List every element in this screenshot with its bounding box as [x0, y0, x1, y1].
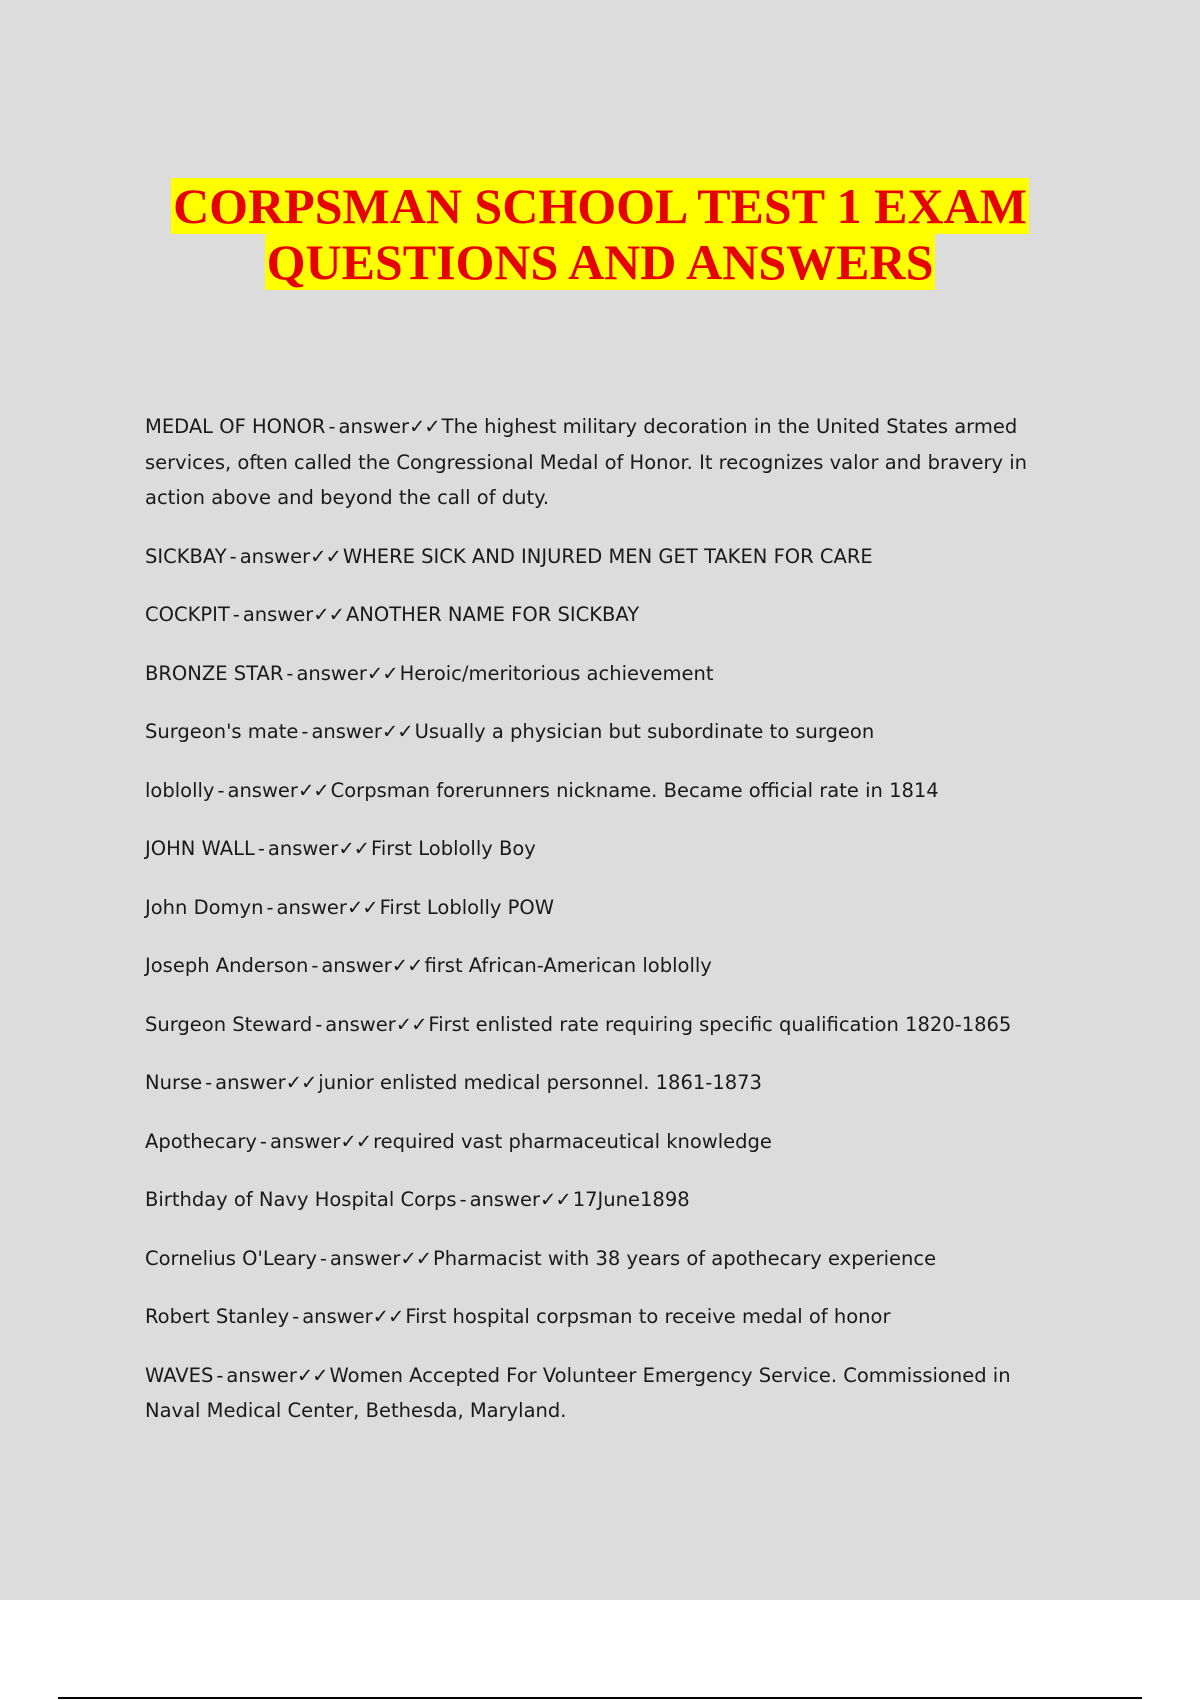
check-marks-icon: ✓✓: [297, 778, 329, 802]
title-line-1: CORPSMAN SCHOOL TEST 1 EXAM: [173, 178, 1027, 234]
check-marks-icon: ✓✓: [346, 895, 378, 919]
qa-term: MEDAL OF HONOR: [145, 415, 326, 438]
qa-separator: -: [459, 1188, 467, 1211]
answer-label: answer: [329, 1246, 401, 1270]
check-marks-icon: ✓✓: [408, 415, 440, 438]
qa-separator: -: [311, 954, 319, 977]
qa-answer: Women Accepted For Volunteer Emergency Service. Commissioned in Naval Medical Center, Bethesda, Maryland.: [145, 1363, 1011, 1422]
check-marks-icon: ✓✓: [395, 1012, 427, 1036]
qa-separator: -: [229, 544, 237, 568]
answer-label: answer: [296, 661, 367, 685]
answer-label: answer: [302, 1305, 373, 1328]
qa-answer: First enlisted rate requiring specific qualification 1820-1865: [428, 1012, 1012, 1036]
check-marks-icon: ✓✓: [400, 1246, 432, 1270]
qa-separator: -: [257, 837, 265, 860]
answer-label: answer: [321, 954, 392, 977]
check-marks-icon: ✓✓: [285, 1071, 317, 1094]
qa-answer: First hospital corpsman to receive medal of honor: [405, 1305, 891, 1328]
qa-term: Surgeon Steward: [145, 1012, 313, 1036]
qa-separator: -: [301, 720, 309, 743]
answer-label: answer: [239, 544, 311, 568]
qa-answer: required vast pharmaceutical knowledge: [373, 1129, 772, 1153]
check-marks-icon: ✓✓: [391, 954, 423, 977]
qa-separator: -: [232, 603, 240, 626]
answer-label: answer: [269, 1129, 341, 1153]
qa-answer: Corpsman forerunners nickname. Became official rate in 1814: [330, 778, 939, 802]
qa-term: COCKPIT: [145, 603, 230, 626]
qa-term: Joseph Anderson: [145, 954, 309, 977]
qa-separator: -: [216, 1363, 224, 1387]
qa-entry: [145, 1299, 1045, 1335]
answer-label: answer: [242, 603, 314, 626]
qa-entry: [145, 539, 1045, 575]
qa-entry: [145, 1007, 1045, 1043]
qa-answer: 17June1898: [572, 1188, 690, 1211]
qa-separator: -: [217, 778, 225, 802]
answer-label: answer: [311, 720, 382, 743]
qa-term: Nurse: [145, 1071, 203, 1094]
qa-term: Birthday of Navy Hospital Corps: [145, 1188, 457, 1211]
qa-term: Cornelius O'Leary: [145, 1246, 317, 1270]
qa-entry: [145, 1241, 1045, 1277]
answer-label: answer: [338, 415, 409, 438]
check-marks-icon: ✓✓: [381, 720, 413, 743]
qa-entry: [145, 773, 1045, 809]
check-marks-icon: ✓✓: [372, 1305, 404, 1328]
footer-divider: [58, 1697, 1142, 1699]
answer-label: answer: [227, 778, 298, 802]
qa-term: Apothecary: [145, 1129, 257, 1153]
check-marks-icon: ✓✓: [338, 837, 370, 860]
qa-answer: First Loblolly Boy: [371, 837, 536, 860]
qa-separator: -: [319, 1246, 327, 1270]
qa-entry: [145, 1182, 1045, 1218]
qa-term: John Domyn: [145, 895, 264, 919]
check-marks-icon: ✓✓: [366, 661, 398, 685]
answer-label: answer: [215, 1071, 286, 1094]
qa-answer: ANOTHER NAME FOR SICKBAY: [345, 603, 640, 626]
qa-separator: -: [259, 1129, 267, 1153]
check-marks-icon: ✓✓: [340, 1129, 372, 1153]
qa-answer: First Loblolly POW: [379, 895, 555, 919]
qa-entry: [145, 597, 1045, 633]
qa-entry: [145, 409, 1045, 516]
qa-term: WAVES: [145, 1363, 214, 1387]
qa-separator: -: [286, 661, 294, 685]
answer-label: answer: [325, 1012, 396, 1036]
check-marks-icon: ✓✓: [313, 603, 344, 626]
qa-entry: [145, 831, 1045, 867]
qa-term: Robert Stanley: [145, 1305, 290, 1328]
qa-answer: Usually a physician but subordinate to surgeon: [414, 720, 875, 743]
qa-separator: -: [292, 1305, 300, 1328]
qa-term: Surgeon's mate: [145, 720, 299, 743]
qa-entry: [145, 656, 1045, 692]
qa-entry: [145, 1065, 1045, 1101]
title-line-2: QUESTIONS AND ANSWERS: [266, 234, 934, 290]
qa-separator: -: [266, 895, 274, 919]
qa-entry: [145, 948, 1045, 984]
qa-term: BRONZE STAR: [145, 661, 284, 685]
qa-entry: [145, 1358, 1045, 1429]
answer-label: answer: [226, 1363, 297, 1387]
check-marks-icon: ✓✓: [296, 1363, 328, 1387]
qa-answer: WHERE SICK AND INJURED MEN GET TAKEN FOR CARE: [342, 544, 873, 568]
answer-label: answer: [469, 1188, 541, 1211]
answer-label: answer: [276, 895, 347, 919]
check-marks-icon: ✓✓: [310, 544, 341, 568]
qa-answer: first African-American loblolly: [424, 954, 712, 977]
qa-list: [145, 409, 1045, 1452]
qa-term: loblolly: [145, 778, 215, 802]
qa-term: JOHN WALL: [145, 837, 255, 860]
qa-entry: [145, 1124, 1045, 1160]
qa-entry: [145, 714, 1045, 750]
check-marks-icon: ✓✓: [540, 1188, 571, 1211]
qa-answer: The highest military decoration in the United States armed services, often called the Congressional Medal of Honor. It recognizes valor and bravery in action above and beyond the call of duty.: [145, 415, 1027, 509]
qa-answer: Heroic/meritorious achievement: [399, 661, 714, 685]
qa-separator: -: [205, 1071, 213, 1094]
answer-label: answer: [267, 837, 339, 860]
page-title: [0, 178, 1200, 290]
qa-term: SICKBAY: [145, 544, 227, 568]
qa-answer: Pharmacist with 38 years of apothecary experience: [433, 1246, 937, 1270]
qa-separator: -: [328, 415, 336, 438]
qa-entry: [145, 890, 1045, 926]
qa-separator: -: [315, 1012, 323, 1036]
qa-answer: junior enlisted medical personnel. 1861-1873: [318, 1071, 762, 1094]
